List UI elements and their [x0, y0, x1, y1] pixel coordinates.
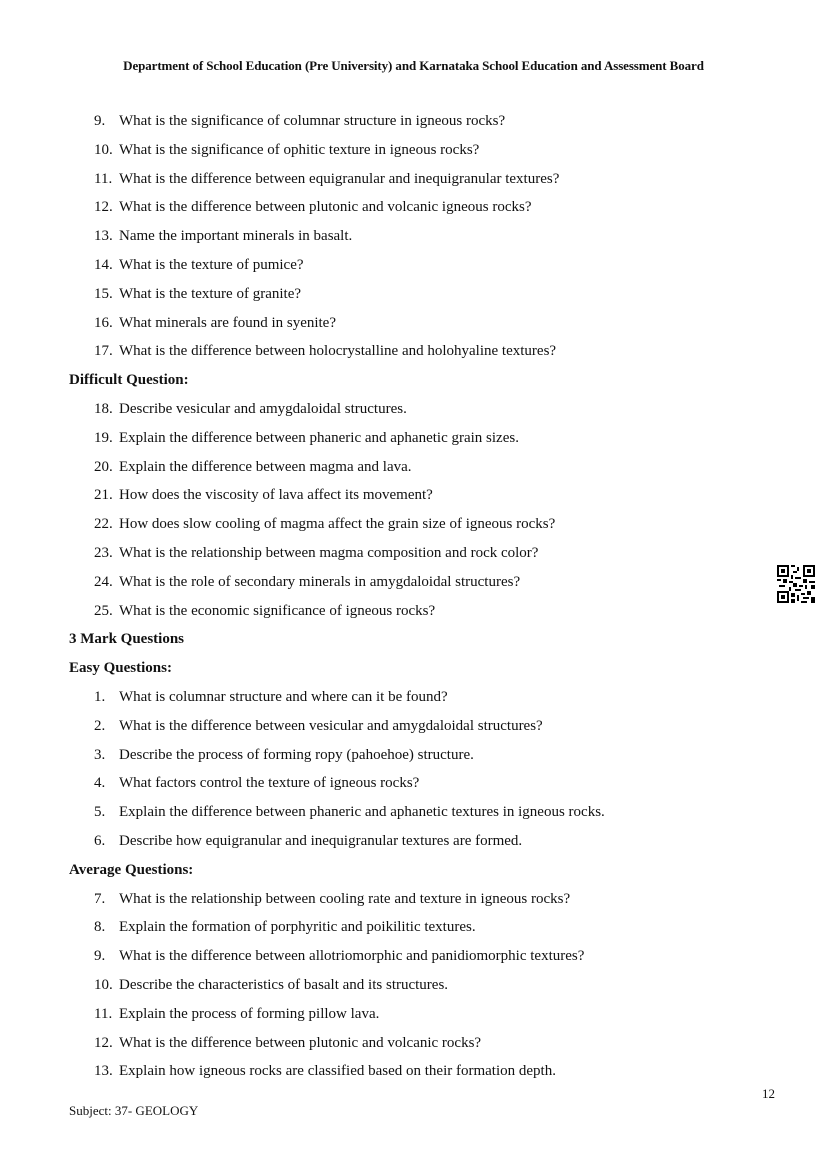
qr-code-icon	[777, 565, 815, 603]
list-item: 11. Explain the process of forming pillow lava.	[94, 1005, 380, 1022]
question-list	[0, 107, 827, 1086]
list-item: 2. What is the difference between vesicular and amygdaloidal structures?	[94, 717, 543, 734]
list-item: 6. Describe how equigranular and inequigranular textures are formed.	[94, 832, 523, 849]
list-item: 13. Explain how igneous rocks are classified based on their formation depth.	[94, 1063, 556, 1080]
list-item: 15. What is the texture of granite?	[94, 285, 302, 302]
list-item: 24. What is the role of secondary minerals in amygdaloidal structures?	[94, 573, 521, 590]
list-item: 12. What is the difference between plutonic and volcanic rocks?	[94, 1034, 482, 1051]
list-item: 14. What is the texture of pumice?	[94, 256, 304, 273]
average-heading: Average Questions:	[69, 861, 194, 878]
list-item: 5. Explain the difference between phaneric and aphanetic textures in igneous rocks.	[94, 804, 605, 821]
list-item: 8. Explain the formation of porphyritic and poikilitic textures.	[94, 919, 476, 936]
list-item: 3. Describe the process of forming ropy (pahoehoe) structure.	[94, 746, 474, 763]
list-item: 1. What is columnar structure and where can it be found?	[94, 688, 448, 705]
list-item: 9. What is the difference between allotriomorphic and panidiomorphic textures?	[94, 948, 585, 965]
list-item: 4. What factors control the texture of igneous rocks?	[94, 775, 420, 792]
list-item: 21. How does the viscosity of lava affect its movement?	[94, 487, 433, 504]
list-item: 11. What is the difference between equigranular and inequigranular textures?	[94, 170, 560, 187]
list-item: 18. Describe vesicular and amygdaloidal structures.	[94, 400, 407, 417]
list-item: 17. What is the difference between holocrystalline and holohyaline textures?	[94, 343, 557, 360]
list-item: 10. Describe the characteristics of basalt and its structures.	[94, 976, 449, 993]
list-item: 23. What is the relationship between magma composition and rock color?	[94, 544, 539, 561]
easy-heading: Easy Questions:	[69, 660, 172, 677]
list-item: 25. What is the economic significance of igneous rocks?	[94, 602, 436, 619]
list-item: 12. What is the difference between plutonic and volcanic igneous rocks?	[94, 199, 532, 216]
footer-subject: Subject: 37- GEOLOGY	[69, 1103, 199, 1118]
list-item: 19. Explain the difference between phaneric and aphanetic grain sizes.	[94, 429, 519, 446]
list-item: 13. Name the important minerals in basalt.	[94, 228, 353, 245]
list-item: 10. What is the significance of ophitic texture in igneous rocks?	[94, 141, 480, 158]
page-number: 12	[762, 1086, 775, 1101]
list-item: 22. How does slow cooling of magma affect the grain size of igneous rocks?	[94, 516, 556, 533]
list-item: 7. What is the relationship between cooling rate and texture in igneous rocks?	[94, 890, 571, 907]
difficult-heading: Difficult Question:	[69, 372, 189, 389]
list-item: 20. Explain the difference between magma and lava.	[94, 458, 412, 475]
page-header: Department of School Education (Pre University) and Karnataka School Education and Assessment Board	[123, 58, 704, 73]
three-mark-heading: 3 Mark Questions	[69, 631, 185, 648]
list-item: 16. What minerals are found in syenite?	[94, 314, 337, 331]
list-item: 9. What is the significance of columnar structure in igneous rocks?	[94, 113, 506, 129]
